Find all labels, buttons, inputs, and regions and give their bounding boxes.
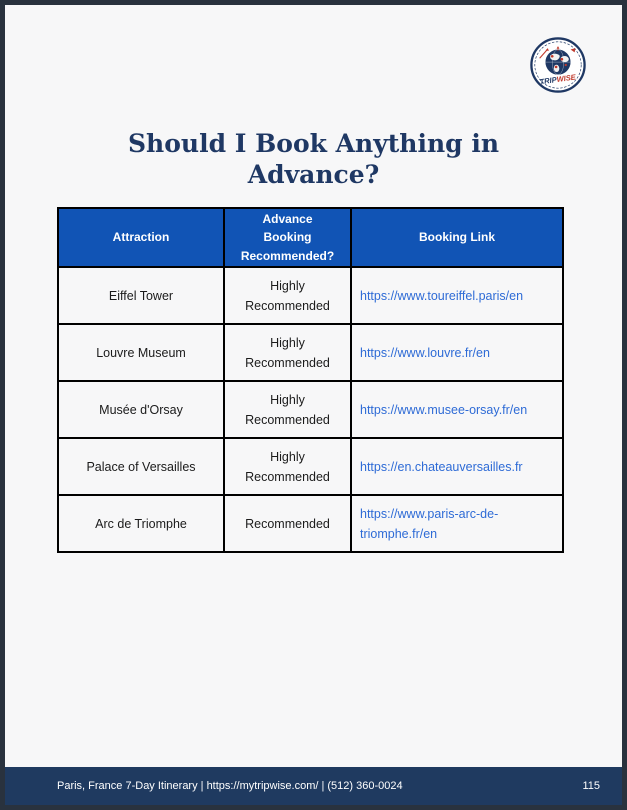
booking-link-cell — [351, 324, 563, 381]
footer-bar — [5, 767, 622, 805]
attraction-cell: Musée d'Orsay — [58, 381, 224, 438]
recommendation-cell: Highly Recommended — [224, 438, 351, 495]
header-cell-advance-booking: Advance Booking Recommended? — [224, 208, 351, 267]
recommendation-cell: Highly Recommended — [224, 381, 351, 438]
booking-link[interactable]: https://www.toureiffel.paris/en — [360, 288, 524, 303]
page-title-line-1: Should I Book Anything in — [127, 129, 500, 158]
recommendation-cell: Recommended — [224, 495, 351, 552]
page-title-line-2: Advance? — [247, 160, 380, 189]
attraction-cell: Palace of Versailles — [58, 438, 224, 495]
attraction-cell: Eiffel Tower — [58, 267, 224, 324]
footer-text: Paris, France 7-Day Itinerary | https://mytripwise.com/ | (512) 360-0024 — [57, 780, 403, 792]
booking-link[interactable]: https://www.louvre.fr/en — [360, 345, 490, 360]
logo-wordmark: TRIPWISE — [538, 72, 577, 87]
attraction-cell: Arc de Triomphe — [58, 495, 224, 552]
attraction-cell: Louvre Museum — [58, 324, 224, 381]
globe-icon — [545, 50, 570, 75]
booking-link[interactable]: https://www.paris-arc-de-triomphe.fr/en — [360, 506, 499, 541]
table-row — [58, 438, 563, 495]
header-cell-booking-link: Booking Link — [351, 208, 563, 267]
booking-link-cell — [351, 381, 563, 438]
booking-link[interactable]: https://www.musee-orsay.fr/en — [360, 402, 528, 417]
table-row — [58, 324, 563, 381]
recommendation-cell: Highly Recommended — [224, 267, 351, 324]
booking-link-cell — [351, 267, 563, 324]
recommendation-cell: Highly Recommended — [224, 324, 351, 381]
page-number: 115 — [582, 780, 600, 792]
header-cell-attraction: Attraction — [58, 208, 224, 267]
table-row — [58, 495, 563, 552]
booking-table — [57, 207, 564, 553]
page-title — [5, 128, 622, 190]
tripwise-logo — [529, 36, 587, 94]
table-row — [58, 267, 563, 324]
table-header-row — [58, 208, 563, 267]
booking-link-cell — [351, 495, 563, 552]
booking-link-cell — [351, 438, 563, 495]
table-row — [58, 381, 563, 438]
booking-link[interactable]: https://en.chateauversailles.fr — [360, 459, 523, 474]
